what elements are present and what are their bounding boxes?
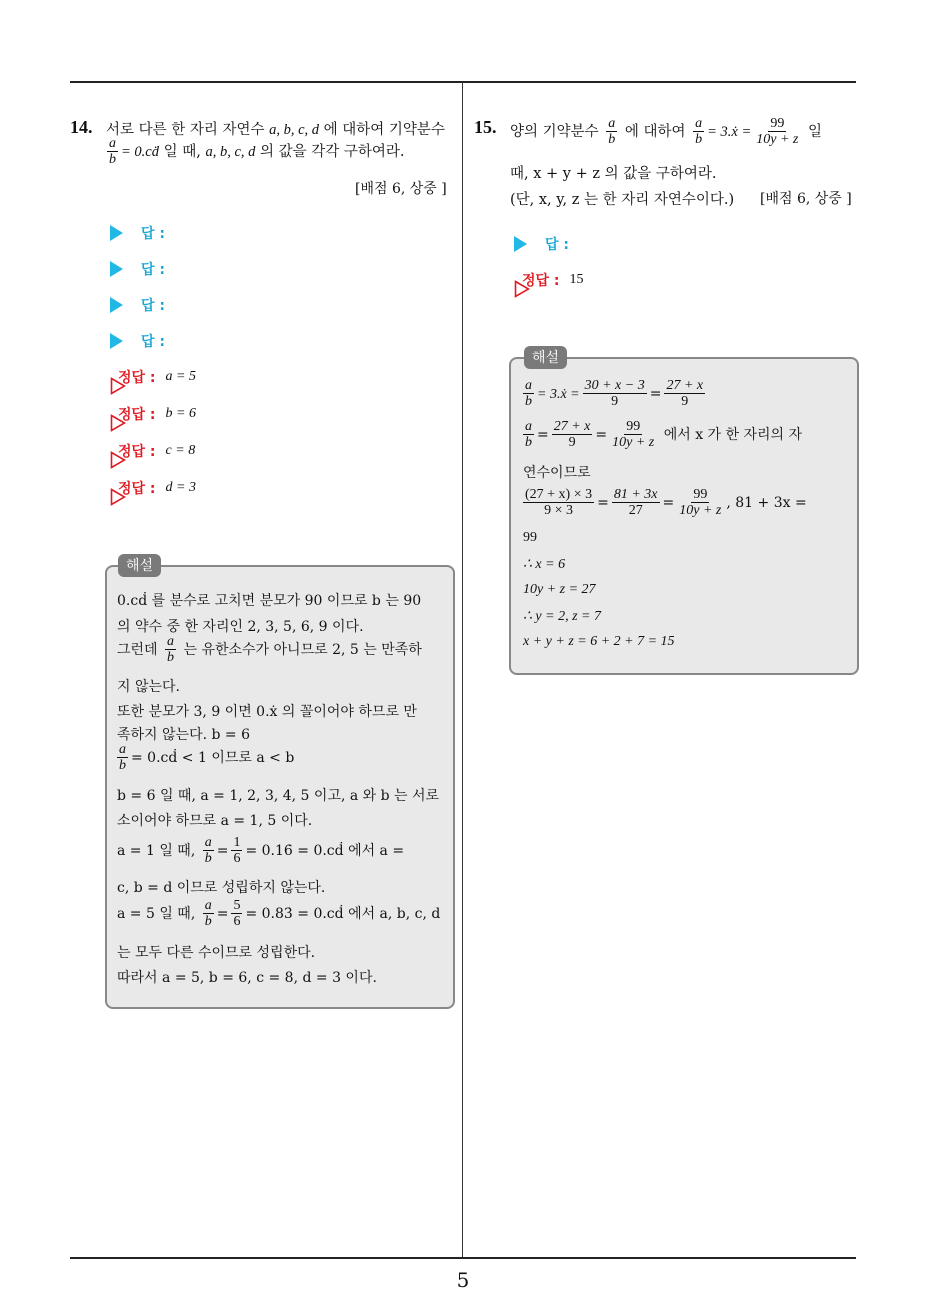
question-text-line2: $\frac{a}{b}$ = 0.cḋ 일 때, a, b, c, d 의 값을 각각 구하여라. — [109, 136, 405, 168]
fraction: $\frac{a}{b}$ — [695, 116, 703, 148]
page-number: 5 — [456, 1268, 470, 1292]
solution-tag: 해설 — [118, 554, 161, 577]
top-rule — [70, 81, 856, 83]
play-icon — [110, 297, 123, 313]
fraction: $\frac{99}{10y + z}$ — [679, 487, 722, 519]
fraction: $\frac{27 + x}{9}$ — [666, 378, 704, 410]
solution-line: ∴ x = 6 — [523, 557, 566, 572]
fraction: $\frac{30 + x - 3}{9}$ — [584, 378, 645, 410]
fraction: $\frac{a}{b}$ — [204, 898, 212, 930]
fraction: $\frac{81 + 3x}{27}$ — [613, 487, 658, 519]
bottom-rule — [70, 1257, 856, 1259]
solution-line: a = 1 일 때, $\frac{a}{b}$ = $\frac{1}{6}$ = 0.16̇ = 0.cḋ 에서 a = — [117, 835, 405, 867]
correct-answer-2: 정답 : b = 6 — [110, 404, 196, 424]
answer-row-2: 답 : — [110, 259, 165, 279]
fraction: $\frac{27 + x}{9}$ — [553, 419, 591, 451]
solution-line: 연수이므로 — [523, 465, 591, 481]
answer-row-4: 답 : — [110, 331, 165, 351]
question-text-line3: (단, x, y, z 는 한 자리 자연수이다.) — [510, 192, 735, 208]
fraction: $\frac{a}{b}$ — [204, 835, 212, 867]
play-icon — [110, 333, 123, 349]
question-text-line2: 때, x + y + z 의 값을 구하여라. — [510, 166, 717, 182]
solution-line: 99 — [523, 530, 537, 545]
solution-line: x + y + z = 6 + 2 + 7 = 15 — [523, 634, 675, 649]
solution-tag: 해설 — [524, 346, 567, 369]
solution-line: 소이어야 하므로 a = 1, 5 이다. — [117, 813, 313, 829]
solution-line: 그런데 $\frac{a}{b}$ 는 유한소수가 아니므로 2, 5 는 만족하 — [117, 634, 422, 666]
fraction: $\frac{a}{b}$ — [167, 634, 175, 666]
fraction: $\frac{a}{b}$ — [109, 136, 116, 168]
fraction: $\frac{(27 + x) \times 3}{9 \times 3}$ — [525, 487, 593, 519]
solution-line: 지 않는다. — [117, 679, 180, 695]
fraction: $\frac{5}{6}$ — [233, 898, 241, 930]
correct-answer-3: 정답 : c = 8 — [110, 441, 195, 461]
question-number: 15. — [474, 117, 497, 137]
play-icon — [110, 261, 123, 277]
solution-line: c, b = d 이므로 성립하지 않는다. — [117, 880, 326, 896]
fraction: $\frac{a}{b}$ — [119, 742, 126, 774]
play-icon — [110, 225, 123, 241]
score-marks: [배점 6, 상중 ] — [760, 191, 852, 207]
question-text-line1: 서로 다른 한 자리 자연수 a, b, c, d 에 대하여 기약분수 — [106, 122, 445, 138]
solution-line: 0.cḋ 를 분수로 고치면 분모가 90 이므로 b 는 90 — [117, 593, 422, 609]
solution-line: $\frac{a}{b}$ = 0.cḋ < 1 이므로 a < b — [119, 742, 295, 774]
solution-line: 의 약수 중 한 자리인 2, 3, 5, 6, 9 이다. — [117, 619, 364, 635]
fraction: $\frac{a}{b}$ — [525, 378, 532, 410]
solution-line: 따라서 a = 5, b = 6, c = 8, d = 3 이다. — [117, 970, 377, 986]
question-text-line1: 양의 기약분수 $\frac{a}{b}$ 에 대하여 $\frac{a}{b}$ = 3.ẋ = $\frac{99}{10y + z}$ 일 — [510, 116, 822, 148]
solution-line: $\frac{(27 + x) \times 3}{9 \times 3}$ = $\frac{81 + 3x}{27}$ = $\frac{99}{10y + z}$ , 81 + 3x = — [525, 487, 807, 519]
fraction: $\frac{99}{10y + z}$ — [612, 419, 655, 451]
answer-row: 답 : — [514, 234, 569, 254]
solution-line: ∴ y = 2, z = 7 — [523, 609, 601, 624]
fraction: $\frac{99}{10y + z}$ — [756, 116, 799, 148]
solution-line: $\frac{a}{b}$ = 3.ẋ = $\frac{30 + x - 3}{9}$ = $\frac{27 + x}{9}$ — [525, 378, 704, 410]
fraction: $\frac{a}{b}$ — [525, 419, 532, 451]
solution-line: 는 모두 다른 수이므로 성립한다. — [117, 945, 316, 961]
score-marks: [배점 6, 상중 ] — [355, 181, 447, 197]
correct-answer: 정답 : 15 — [514, 270, 584, 290]
play-icon — [514, 236, 527, 252]
solution-line: 또한 분모가 3, 9 이면 0.ẋ 의 꼴이어야 하므로 만 — [117, 704, 417, 720]
column-divider — [462, 82, 463, 1258]
solution-line: b = 6 일 때, a = 1, 2, 3, 4, 5 이고, a 와 b 는 서로 — [117, 788, 440, 804]
solution-line: 족하지 않는다. b = 6 — [117, 727, 250, 743]
correct-answer-4: 정답 : d = 3 — [110, 478, 196, 498]
fraction: $\frac{1}{6}$ — [233, 835, 241, 867]
answer-row-3: 답 : — [110, 295, 165, 315]
answer-row-1: 답 : — [110, 223, 165, 243]
correct-answer-1: 정답 : a = 5 — [110, 367, 196, 387]
solution-line: $\frac{a}{b}$ = $\frac{27 + x}{9}$ = $\frac{99}{10y + z}$ 에서 x 가 한 자리의 자 — [525, 419, 803, 451]
fraction: $\frac{a}{b}$ — [608, 116, 616, 148]
solution-line: 10y + z = 27 — [523, 582, 596, 597]
solution-line: a = 5 일 때, $\frac{a}{b}$ = $\frac{5}{6}$ = 0.83̇ = 0.cḋ 에서 a, b, c, d — [117, 898, 441, 930]
question-number: 14. — [70, 117, 93, 137]
